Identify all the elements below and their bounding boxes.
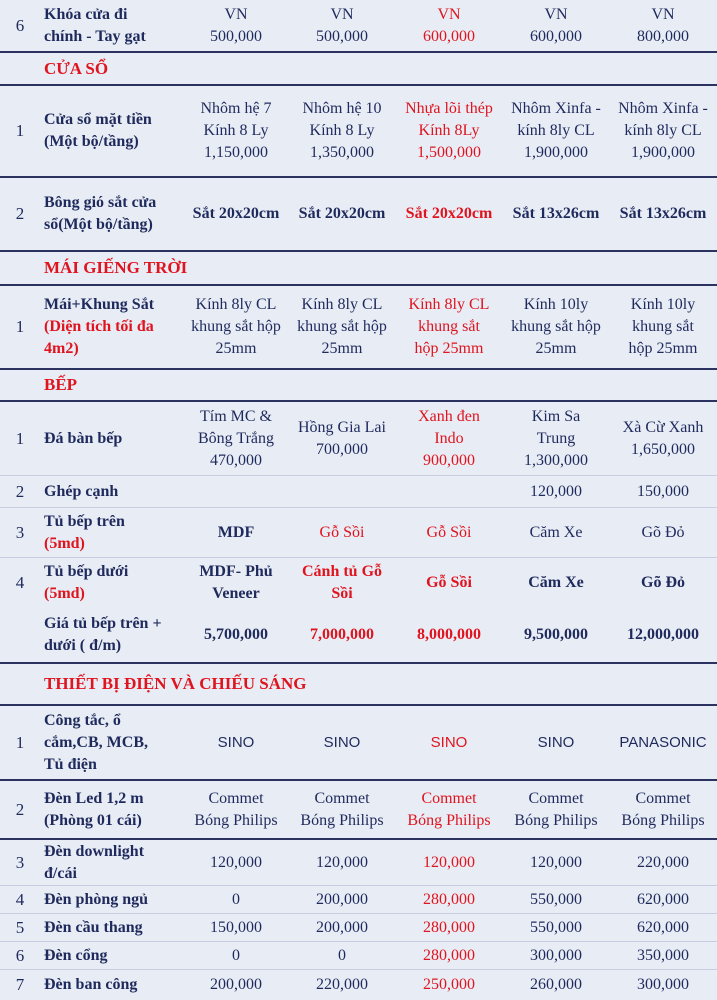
option-3: 280,000 [423, 918, 475, 936]
row-number: 4 [15, 573, 25, 592]
section-header-bep [0, 370, 717, 402]
option-2: Hồng Gia Lai 700,000 [298, 418, 386, 458]
item-name: Khóa cửa đi chính - Tay gạt [44, 5, 146, 45]
option-2: 220,000 [316, 976, 368, 993]
item-name-note: (5md) [44, 585, 85, 602]
option-4: 260,000 [530, 976, 582, 993]
option-5: VN 800,000 [637, 5, 689, 45]
option-5: Kính 10ly khung sắt hộp 25mm [628, 296, 698, 357]
option-2: 200,000 [316, 890, 368, 908]
table-row [0, 86, 717, 178]
row-number: 6 [15, 15, 25, 35]
row-number: 1 [15, 428, 25, 448]
table-row [0, 558, 717, 608]
section-header-mai-gieng-troi [0, 252, 717, 286]
option-5: Sắt 13x26cm [619, 205, 707, 222]
option-1: 0 [232, 946, 240, 964]
item-name-main: Tủ bếp trên [44, 512, 125, 530]
option-4: Kính 10ly khung sắt hộp 25mm [511, 296, 601, 357]
section-header-cua-so [0, 53, 717, 86]
option-1: Tím MC & Bông Trắng 470,000 [197, 407, 275, 469]
option-2: Kính 8ly CL khung sắt hộp 25mm [297, 296, 387, 357]
option-4: 120,000 [530, 482, 582, 500]
option-2: Commet Bóng Philips [300, 789, 384, 829]
option-5: 620,000 [637, 918, 689, 936]
option-4: Sắt 13x26cm [512, 205, 600, 222]
option-4: Commet Bóng Philips [514, 789, 598, 829]
option-1: Sắt 20x20cm [192, 205, 280, 222]
option-1: SINO [217, 733, 255, 751]
option-4: 120,000 [530, 853, 582, 871]
table-row [0, 508, 717, 558]
option-5: Xà Cừ Xanh 1,650,000 [622, 418, 704, 458]
option-1: Kính 8ly CL khung sắt hộp 25mm [191, 296, 281, 357]
option-1: 200,000 [210, 976, 262, 993]
item-name: Đèn cổng [44, 946, 108, 964]
item-name: Cửa sổ mặt tiền (Một bộ/tầng) [44, 111, 152, 150]
option-4: Nhôm Xinfa - kính 8ly CL 1,900,000 [511, 100, 601, 161]
option-5: Commet Bóng Philips [621, 789, 705, 829]
option-1: Commet Bóng Philips [194, 789, 278, 829]
option-4: 9,500,000 [524, 626, 588, 643]
option-3: Nhựa lõi thép Kính 8Ly 1,500,000 [405, 100, 493, 161]
item-name [40, 294, 183, 360]
section-title: BẾP [44, 375, 78, 394]
option-3: Gỗ Sồi [426, 574, 472, 591]
option-3: 8,000,000 [417, 626, 481, 643]
option-1: MDF [217, 523, 255, 541]
table-row [0, 0, 717, 53]
row-number: 4 [15, 889, 25, 909]
option-4: Căm Xe [528, 574, 584, 591]
option-2: 0 [338, 946, 346, 964]
option-3: Kính 8ly CL khung sắt hộp 25mm [408, 296, 490, 357]
option-2: Nhôm hệ 10 Kính 8 Ly 1,350,000 [302, 100, 382, 161]
row-number: 2 [15, 799, 25, 819]
item-name: Đá bàn bếp [44, 429, 123, 447]
option-3: 250,000 [423, 976, 475, 993]
item-name-note: (5md) [44, 534, 85, 552]
option-3: Xanh đen Indo 900,000 [418, 407, 480, 469]
row-number: 3 [15, 522, 25, 542]
option-1: 150,000 [210, 918, 262, 936]
option-2: 7,000,000 [310, 626, 374, 643]
option-4: VN 600,000 [530, 5, 582, 45]
item-name: Đèn phòng ngủ [44, 890, 149, 908]
option-2: Sắt 20x20cm [298, 205, 386, 222]
item-name: Đèn Led 1,2 m (Phòng 01 cái) [44, 789, 144, 829]
section-title: MÁI GIẾNG TRỜI [44, 258, 188, 277]
table-row [0, 476, 717, 508]
option-5: 12,000,000 [627, 626, 699, 643]
option-4: Kim Sa Trung 1,300,000 [524, 407, 588, 469]
item-name: Giá tủ bếp trên + dưới ( đ/m) [44, 615, 162, 654]
option-5: 150,000 [637, 482, 689, 500]
table-row [0, 402, 717, 476]
row-number: 1 [15, 732, 25, 752]
option-4: 300,000 [530, 946, 582, 964]
option-3: 280,000 [423, 890, 475, 908]
item-name: Ghép cạnh [44, 482, 119, 500]
option-3: Commet Bóng Philips [407, 789, 491, 829]
option-1: 0 [232, 890, 240, 908]
table-row [0, 914, 717, 942]
option-1: Nhôm hệ 7 Kính 8 Ly 1,150,000 [200, 100, 272, 161]
item-name-main: Mái+Khung Sắt [44, 296, 155, 313]
table-row [0, 942, 717, 970]
item-name: Đèn ban công [44, 976, 138, 993]
option-5: Gõ Đỏ [641, 523, 685, 541]
option-4: SINO [537, 733, 575, 751]
option-2: Gỗ Sồi [319, 523, 365, 541]
table-row [0, 286, 717, 370]
item-name [40, 511, 183, 555]
row-number: 1 [15, 317, 25, 336]
row-number: 6 [15, 945, 25, 965]
option-1: 120,000 [210, 853, 262, 871]
table-row [0, 781, 717, 840]
row-number: 2 [15, 204, 25, 223]
option-3: SINO [430, 733, 468, 751]
option-5: 350,000 [637, 946, 689, 964]
table-row [0, 178, 717, 252]
table-row [0, 706, 717, 781]
item-name-note: (Diện tích tối đa 4m2) [44, 318, 154, 357]
option-3: Sắt 20x20cm [405, 205, 493, 222]
option-2: Cánh tủ Gỗ Sồi [301, 563, 383, 602]
row-number: 5 [15, 917, 25, 937]
option-3: Gỗ Sồi [426, 523, 472, 541]
option-2: VN 500,000 [316, 5, 368, 45]
table-row [0, 608, 717, 664]
item-name: Bông gió sắt cửa sổ(Một bộ/tầng) [44, 194, 157, 233]
option-3: VN 600,000 [423, 5, 475, 45]
row-number: 1 [15, 121, 25, 140]
item-name-main: Tủ bếp dưới [44, 563, 129, 580]
section-title: THIẾT BỊ ĐIỆN VÀ CHIẾU SÁNG [44, 674, 307, 693]
option-5: 300,000 [637, 976, 689, 993]
option-4: Căm Xe [529, 523, 583, 541]
option-5: Gõ Đỏ [641, 574, 685, 591]
option-3: 120,000 [423, 853, 475, 871]
row-number: 7 [15, 975, 25, 994]
option-1: MDF- Phủ Veneer [199, 563, 273, 602]
item-name: Công tắc, ổ cắm,CB, MCB, Tủ điện [44, 711, 148, 773]
table-row [0, 840, 717, 886]
option-3: 280,000 [423, 946, 475, 964]
option-5: 220,000 [637, 853, 689, 871]
row-number: 2 [15, 481, 25, 501]
table-row [0, 970, 717, 1000]
option-1: VN 500,000 [210, 5, 262, 45]
table-row [0, 886, 717, 914]
option-4: 550,000 [530, 918, 582, 936]
section-title: CỬA SỔ [44, 58, 109, 78]
option-5: Nhôm Xinfa - kính 8ly CL 1,900,000 [618, 100, 708, 161]
option-5: 620,000 [637, 890, 689, 908]
item-name: Đèn downlight đ/cái [44, 842, 145, 882]
option-1: 5,700,000 [204, 626, 268, 643]
section-header-thiet-bi-dien [0, 664, 717, 706]
row-number: 3 [15, 852, 25, 872]
option-4: 550,000 [530, 890, 582, 908]
option-5: PANASONIC [619, 733, 707, 751]
item-name [40, 561, 183, 605]
item-name: Đèn cầu thang [44, 918, 143, 936]
option-2: 200,000 [316, 918, 368, 936]
option-2: 120,000 [316, 853, 368, 871]
option-2: SINO [323, 733, 361, 751]
